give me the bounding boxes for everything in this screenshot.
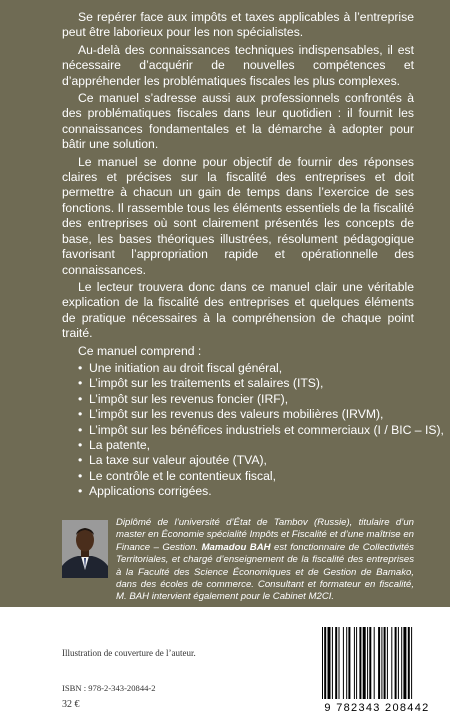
list-item xyxy=(78,376,414,391)
list-intro: Ce manuel comprend : xyxy=(78,343,202,358)
bullet-icon: • xyxy=(78,422,83,437)
list-item-label: Une initiation au droit fiscal général, xyxy=(89,360,283,375)
contents-list xyxy=(62,360,444,500)
barcode-icon xyxy=(312,623,442,701)
paragraph-3: Ce manuel s’adresse aussi aux professionnels confrontés à des problématiques fiscales dans leur quotidien : il fournit les connaissances fondamentales et la démarche à adopter pour bâtir une solution. xyxy=(62,91,414,152)
list-item-label: L’impôt sur les traitements et salaires (ITS), xyxy=(89,376,324,391)
paragraph-5: Le lecteur trouvera donc dans ce manuel clair une véritable explication de la fiscalité des entreprises et quelques éléments de pratique nécessaires à la compréhension de chaque point traité. xyxy=(62,279,414,341)
list-item-label: L’impôt sur les revenus foncier (IRF), xyxy=(89,391,289,406)
list-item xyxy=(78,484,414,499)
list-item-label: La patente, xyxy=(89,437,150,452)
bullet-icon: • xyxy=(78,453,83,468)
author-photo xyxy=(62,520,108,578)
list-item xyxy=(78,361,414,376)
cover-credit: Illustration de couverture de l’auteur. xyxy=(62,648,196,658)
bullet-icon: • xyxy=(78,360,83,375)
price: 32 € xyxy=(62,699,80,710)
person-icon xyxy=(62,520,108,578)
bio-text-2: est fonctionnaire de Collectivités Territoriales, et chargé d’enseignement de la fiscalité des entreprises à la Faculté des Science Économiques et de Gestion de Bamako, dans des écoles de commerce. Consultant et formateur en fiscalité, M. BAH intervient également pour le Cabinet M2CI. xyxy=(116,541,414,603)
list-item xyxy=(78,453,414,468)
bullet-icon: • xyxy=(78,391,83,406)
list-item xyxy=(78,438,414,453)
back-cover-text xyxy=(62,10,444,500)
barcode-digits: 9 782343 208442 xyxy=(324,702,430,714)
list-item xyxy=(78,407,414,422)
paragraph-2: Au-delà des connaissances techniques indispensables, il est nécessaire d’acquérir de nouvelles compétences et d’appréhender les problématiques fiscales les plus complexes. xyxy=(62,42,414,88)
list-item-label: L’impôt sur les revenus des valeurs mobilières (IRVM), xyxy=(89,407,384,422)
paragraph-1: Se repérer face aux impôts et taxes applicables à l’entreprise peut être laborieux pour les non spécialistes. xyxy=(62,10,414,40)
bullet-icon: • xyxy=(78,468,83,483)
list-item-label: La taxe sur valeur ajoutée (TVA), xyxy=(89,453,267,468)
list-item-label: Applications corrigées. xyxy=(89,484,212,499)
list-item xyxy=(78,422,444,438)
isbn: ISBN : 978-2-343-20844-2 xyxy=(62,683,156,693)
bullet-icon: • xyxy=(78,407,83,422)
list-item xyxy=(78,469,414,484)
list-item-label: L’impôt sur les bénéfices industriels et commerciaux (I / BIC – IS), xyxy=(89,422,444,437)
bio-text-1: Diplômé de l’université d’État de Tambov (Russie), titulaire d’un master en Économie spécialité Impôts et Fiscalité et d’une maîtrise en Finance – Gestion. xyxy=(116,517,414,553)
barcode xyxy=(312,623,442,718)
author-bio xyxy=(116,517,414,604)
list-item xyxy=(78,392,414,407)
bullet-icon: • xyxy=(78,376,83,391)
bullet-icon: • xyxy=(78,437,83,452)
paragraph-4: Le manuel se donne pour objectif de fournir des réponses claires et précises sur la fiscalité des entreprises et doit permettre à chacun un gain de temps dans l’exercice de ses fonctions. Il rassemble tous les éléments essentiels de la fiscalité des entreprises où sont clairement présentés les concepts de base, les bases théoriques illustrées, résolument pédagogique favorisant l’appropriation rapide et opérationnelle des connaissances. xyxy=(62,154,414,277)
bullet-icon: • xyxy=(78,484,83,499)
author-name: Mamadou BAH xyxy=(201,541,271,553)
list-item-label: Le contrôle et le contentieux fiscal, xyxy=(89,468,276,483)
